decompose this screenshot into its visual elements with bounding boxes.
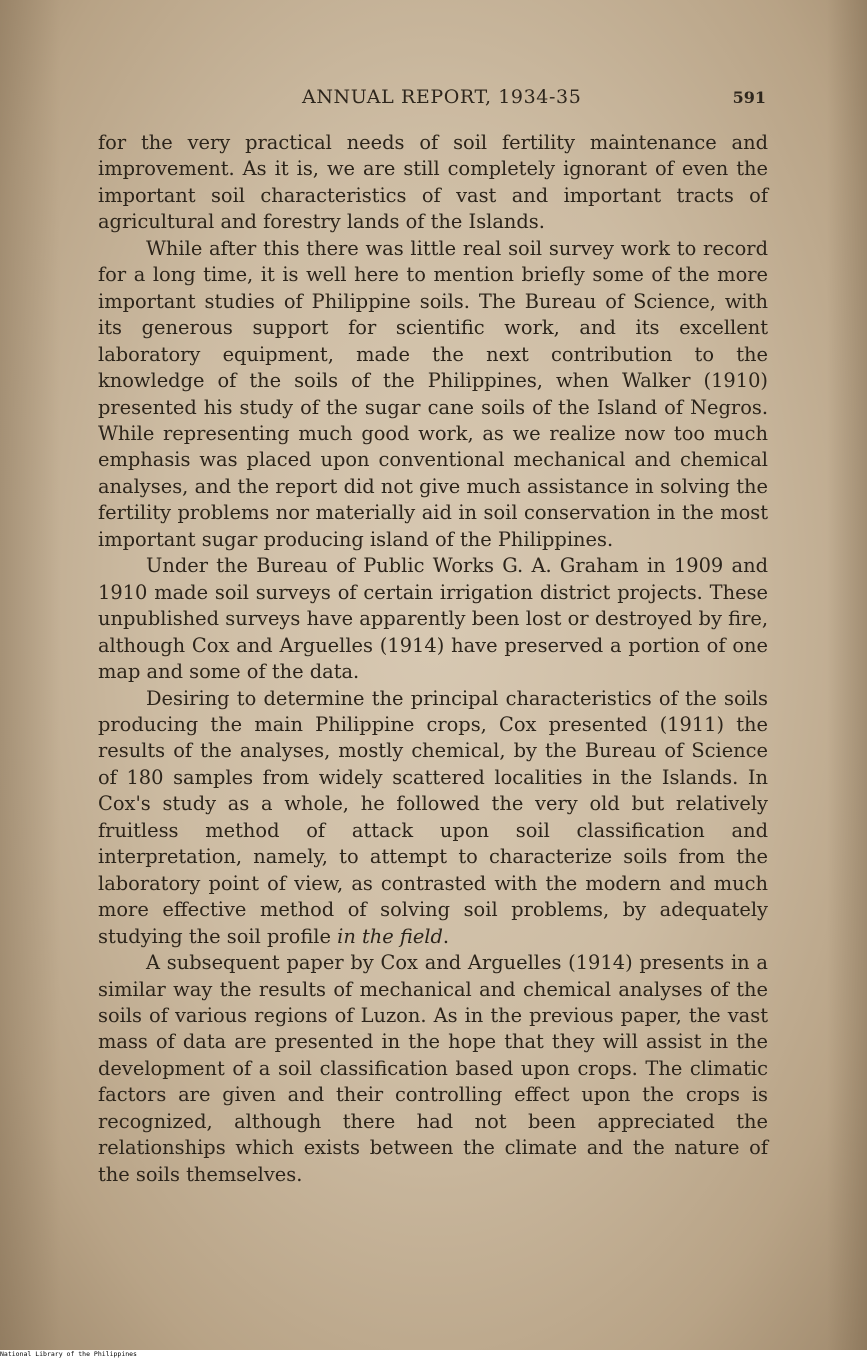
paragraph-2: While after this there was little real soil survey work to record for a long time, it is well here to mention briefly some of the more important studies of Philippine soils. The Bureau of Science, with its generous support for scientific work, and its excellent laboratory equipment, made the next contribution to the knowledge of the soils of the Philippines, when Walker (1910) presented his study of the sugar cane soils of the Island of Negros. While representing much good work, as we realize now too much emphasis was placed upon conventional mechanical and chemical analyses, and the report did not give much assistance in solving the fertility problems nor materially aid in soil conservation in the most important sugar producing island of the Philippines.	[98, 236, 768, 551]
paragraph-4-italic: in the field	[337, 924, 443, 948]
body-text	[98, 130, 768, 1188]
library-credit: National Library of the Philippines	[0, 1350, 137, 1358]
running-title: ANNUAL REPORT, 1934-35	[302, 86, 582, 108]
paragraph-4-end: .	[442, 924, 450, 948]
paragraph-4	[98, 686, 768, 951]
paragraph-5: A subsequent paper by Cox and Arguelles (1914) presents in a similar way the results of mechanical and chemical analyses of the soils of various regions of Luzon. As in the previous paper, the vast mass of data are presented in the hope that they will assist in the development of a soil classification based upon crops. The climatic factors are given and their controlling effect upon the crops is recognized, although there had not been appreciated the relationships which exists between the climate and the nature of the soils themselves.	[98, 951, 768, 1186]
paragraph-3: Under the Bureau of Public Works G. A. Graham in 1909 and 1910 made soil surveys of certain irrigation district projects. These unpublished surveys have apparently been lost or destroyed by fire, although Cox and Arguelles (1914) have preserved a portion of one map and some of the data.	[98, 554, 768, 684]
running-head	[100, 86, 768, 116]
paragraph-1: for the very practical needs of soil fertility maintenance and improvement. As it is, we are still completely ignorant of even the important soil characteristics of vast and important tracts of agricultural and forestry lands of the Islands.	[98, 131, 768, 234]
page-number: 591	[732, 88, 766, 107]
paragraph-4-text: Desiring to determine the principal characteristics of the soils producing the main Philippine crops, Cox presented (1911) the results of the analyses, mostly chemical, by the Bureau of Science of 180 samples from widely scattered localities in the Islands. In Cox's study as a whole, he followed the very old but relatively fruitless method of attack upon soil classification and interpretation, namely, to attempt to characterize soils from the laboratory point of view, as contrasted with the modern and much more effective method of solving soil problems, by adequately studying the soil profile	[98, 686, 768, 948]
